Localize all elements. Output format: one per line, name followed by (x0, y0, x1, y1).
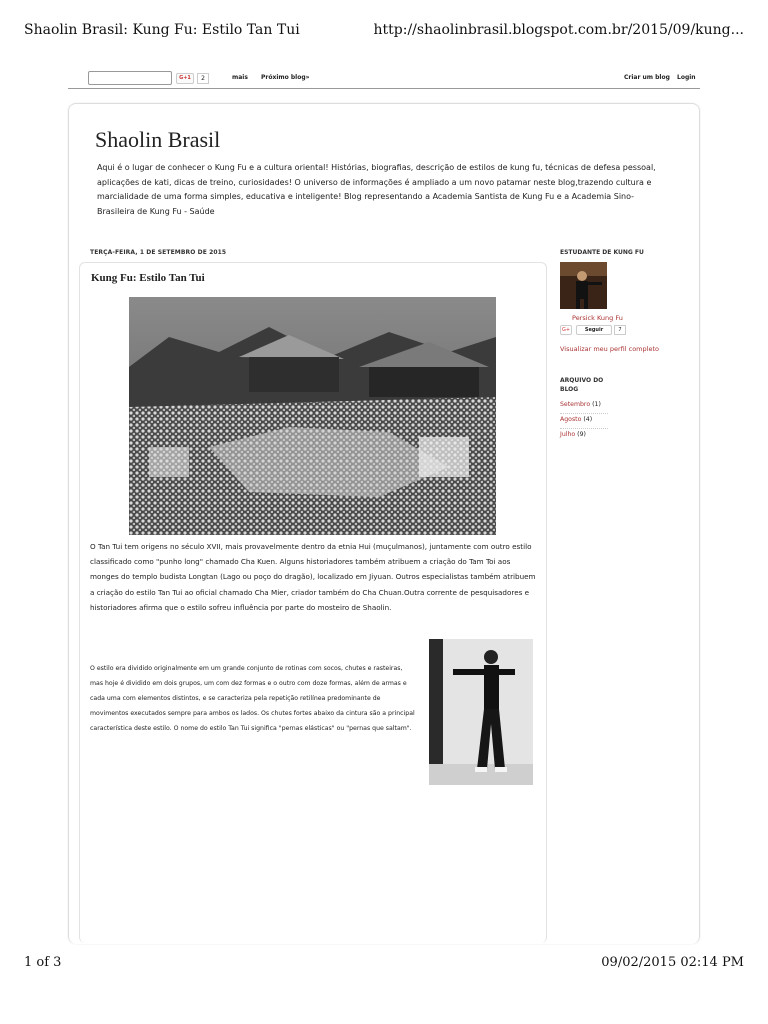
search-input[interactable] (88, 71, 172, 85)
next-blog-link[interactable]: Próximo blog» (261, 74, 310, 81)
archive-list (560, 399, 608, 443)
archive-count: (4) (583, 416, 593, 423)
follow-button[interactable]: Seguir (576, 325, 612, 335)
gplus-follow-icon[interactable]: G+ (561, 327, 571, 333)
archive-count: (1) (592, 401, 601, 408)
archive-month-link[interactable]: Agosto (560, 416, 582, 423)
archive-heading: ARQUIVO DO BLOG (560, 377, 604, 393)
blog-title[interactable]: Shaolin Brasil (95, 127, 221, 152)
profile-name-link[interactable]: Persick Kung Fu (572, 314, 623, 322)
master-stance-photo[interactable] (429, 639, 533, 785)
blog-description: Aqui é o lugar de conhecer o Kung Fu e a cultura oriental! Histórias, biografias, descrição de estilos de kung fu, técnicas de defesa pessoal, aplicações de kati, dicas de treino, curiosidades! O universo de informações é ampliado a um novo patamar neste blog,trazendo cultura e marcialidade de uma forma simples, educativa e inteligente! Blog representando a Academia Santista de Kung Fu e a Academia Sino-Brasileira de Kung Fu - Saúde (97, 163, 656, 216)
master-stance-image (429, 639, 533, 785)
list-item (560, 429, 608, 443)
print-page-url: http://shaolinbrasil.blogspot.com.br/2015/09/kung... (373, 22, 744, 38)
gplus-button[interactable]: G+1 (176, 73, 194, 84)
print-datetime: 09/02/2015 02:14 PM (601, 955, 744, 970)
post-date: TERÇA-FEIRA, 1 DE SETEMBRO DE 2015 (90, 249, 227, 256)
print-footer (24, 955, 744, 975)
blogger-navbar (68, 70, 700, 89)
page-number: 1 of 3 (24, 955, 62, 970)
gplus-count: 2 (197, 73, 209, 84)
list-item (560, 399, 608, 414)
avatar[interactable] (560, 262, 607, 309)
archive-count: (9) (577, 431, 586, 438)
historic-gathering-photo[interactable] (129, 297, 496, 535)
profile-heading: ESTUDANTE DE KUNG FU (560, 249, 644, 256)
archive-month-link[interactable]: Setembro (560, 401, 591, 408)
more-link[interactable]: mais (232, 74, 248, 81)
list-item (560, 414, 608, 429)
login-link[interactable]: Login (677, 74, 696, 81)
archive-month-link[interactable]: Julho (560, 431, 576, 438)
profile-photo-image (560, 262, 607, 309)
historic-gathering-image (129, 297, 496, 535)
create-blog-link[interactable]: Criar um blog (624, 74, 670, 81)
post-paragraph-style: O estilo era dividido originalmente em um grande conjunto de rotinas com socos, chutes e rasteiras, mas hoje é dividido em dois grupos, um com dez formas e o outro com doze formas, além de armas e cada uma com elementos distintos, e se caracteriza pela repetição retilínea predominante de movimentos executados sempre para ambos os lados. Os chutes fortes abaixo da cintura são a principal característica deste estilo. O nome do estilo Tan Tui significa "pernas elásticas" ou "pernas que saltam". (90, 665, 415, 733)
print-header (24, 22, 744, 42)
post-title[interactable]: Kung Fu: Estilo Tan Tui (91, 272, 205, 284)
print-page-title: Shaolin Brasil: Kung Fu: Estilo Tan Tui (24, 22, 300, 38)
post-paragraph-history: O Tan Tui tem origens no século XVII, mais provavelmente dentro da etnia Hui (muçulmanos), juntamente com outro estilo classificado como "punho long" chamado Cha Kuen. Alguns historiadores também atribuem a criação do Tam Toi aos monges do templo budista Longtan (Lago ou poço do dragão), localizado em Jiyuan. Outros especialistas também atribuem a criação do estilo Tan Tui ao oficial chamado Cha Mier, criador também do Cha Chuan.Outra corrente de pesquisadores e historiadores afirma que o estilo sofreu influência por parte do mosteiro de Shaolin. (90, 542, 536, 612)
view-full-profile-link[interactable]: Visualizar meu perfil completo (560, 345, 659, 353)
follower-count: 7 (614, 325, 626, 335)
